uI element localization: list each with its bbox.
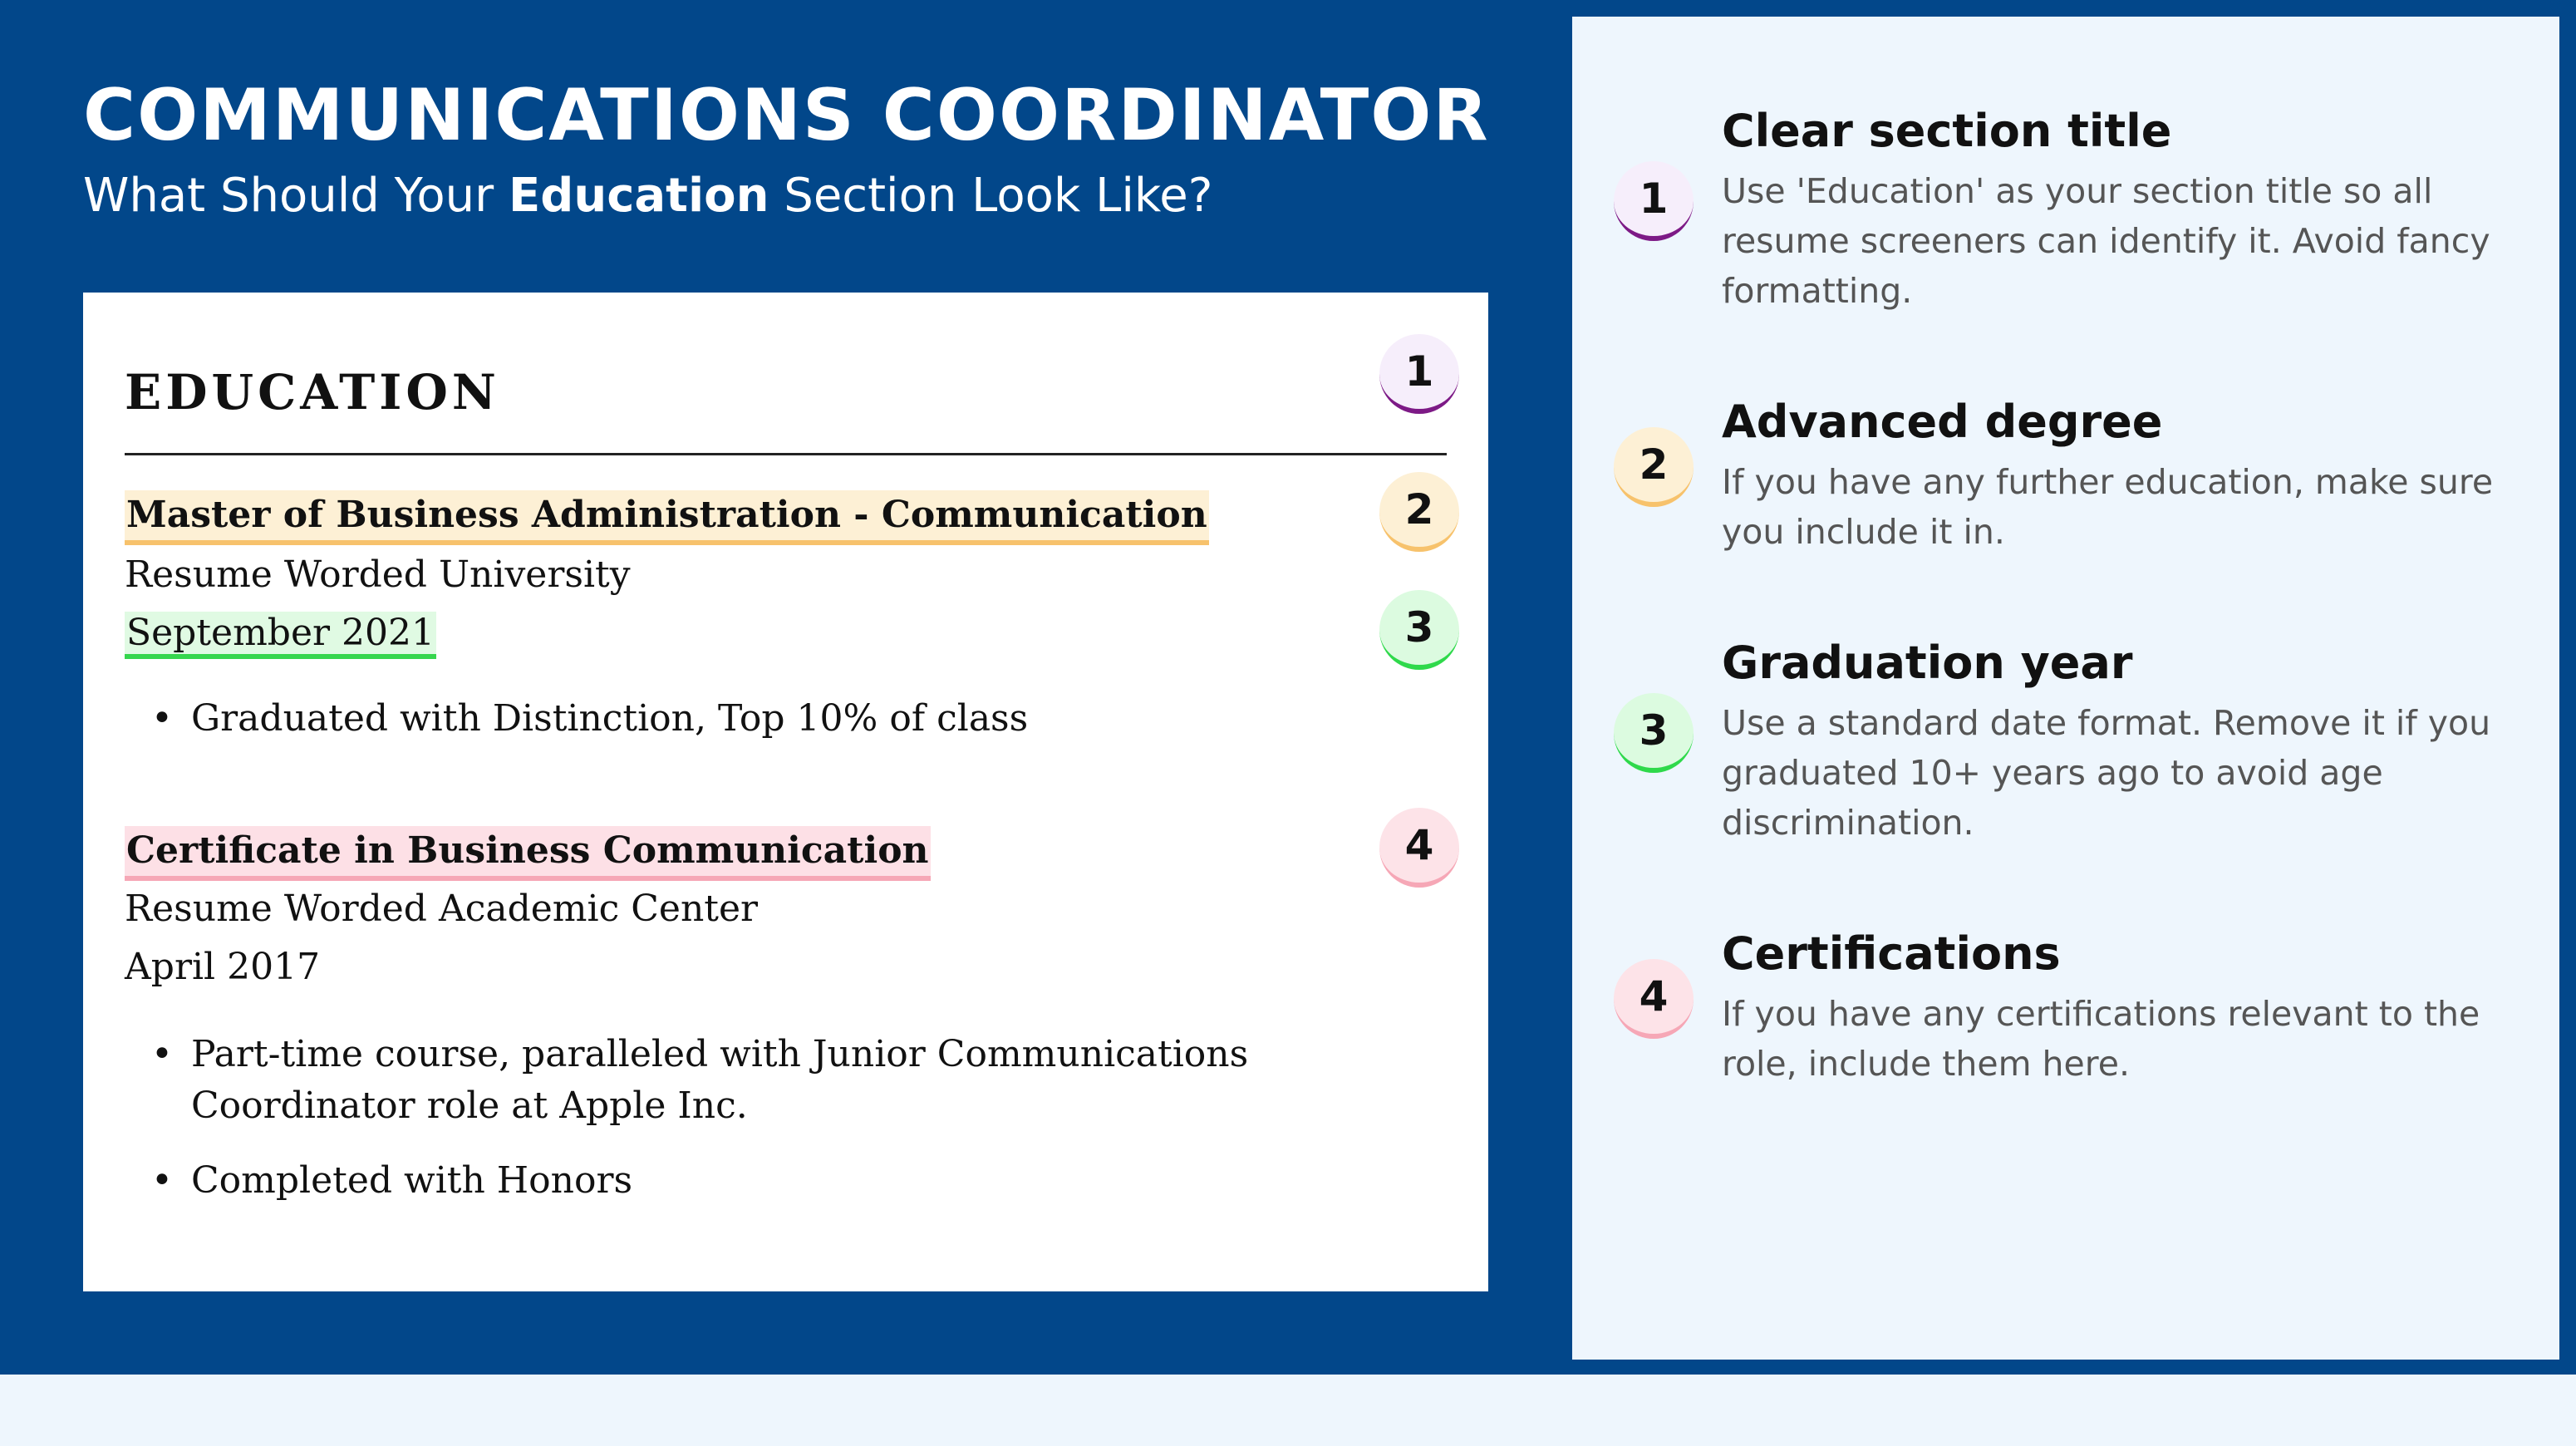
tip-title-4: Certifications: [1722, 927, 2061, 980]
school-name-1: Resume Worded University: [125, 553, 631, 596]
tips-panel: [1572, 17, 2559, 1360]
resume-sample-card: [83, 293, 1488, 1291]
heading-divider: [125, 453, 1447, 455]
degree-title-2: Certificate in Business Communication: [125, 826, 931, 881]
tip-badge-3: 3: [1614, 693, 1694, 773]
subtitle-emphasis: Education: [508, 169, 769, 223]
list-item: • Part-time course, paralleled with Junior Communications Coordinator role at Apple Inc.: [125, 1029, 1438, 1132]
tip-body-3: Use a standard date format. Remove it if you graduated 10+ years ago to avoid age discrimination.: [1722, 703, 2491, 843]
page-subtitle: [83, 163, 1212, 229]
tip-body-2: If you have any further education, make sure you include it in.: [1722, 462, 2494, 552]
tip-body-1: Use 'Education' as your section title so all resume screeners can identify it. Avoid fancy formatting.: [1722, 171, 2490, 311]
list-item: • Completed with Honors: [125, 1155, 1438, 1207]
achievement-list-1: [125, 693, 1438, 768]
tip-title-3: Graduation year: [1722, 637, 2133, 689]
subtitle-tail: Section Look Like?: [769, 169, 1213, 223]
tip-badge-4: 4: [1614, 959, 1694, 1039]
tip-title-1: Clear section title: [1722, 105, 2172, 157]
subtitle-lead: What Should Your: [83, 169, 509, 223]
tip-title-2: Advanced degree: [1722, 396, 2163, 448]
degree-title-1: Master of Business Administration - Communication: [125, 490, 1209, 545]
school-name-2: Resume Worded Academic Center: [125, 888, 759, 930]
graduation-date-1-row: [125, 608, 436, 658]
callout-badge-1: 1: [1379, 334, 1459, 414]
tip-body-4: If you have any certifications relevant to the role, include them here.: [1722, 994, 2480, 1084]
tip-badge-2: 2: [1614, 427, 1694, 507]
bottom-strip: [0, 1375, 2576, 1446]
education-heading: EDUCATION: [125, 364, 500, 421]
callout-badge-3: 3: [1379, 590, 1459, 670]
page-title: COMMUNICATIONS COORDINATOR: [83, 74, 1490, 157]
list-item: • Graduated with Distinction, Top 10% of class: [125, 693, 1438, 745]
callout-badge-4: 4: [1379, 808, 1459, 888]
achievement-list-2: [125, 1029, 1438, 1230]
graduation-date-1: September 2021: [125, 612, 436, 659]
graduation-date-2: April 2017: [125, 946, 321, 988]
callout-badge-2: 2: [1379, 472, 1459, 552]
tip-badge-1: 1: [1614, 161, 1694, 241]
